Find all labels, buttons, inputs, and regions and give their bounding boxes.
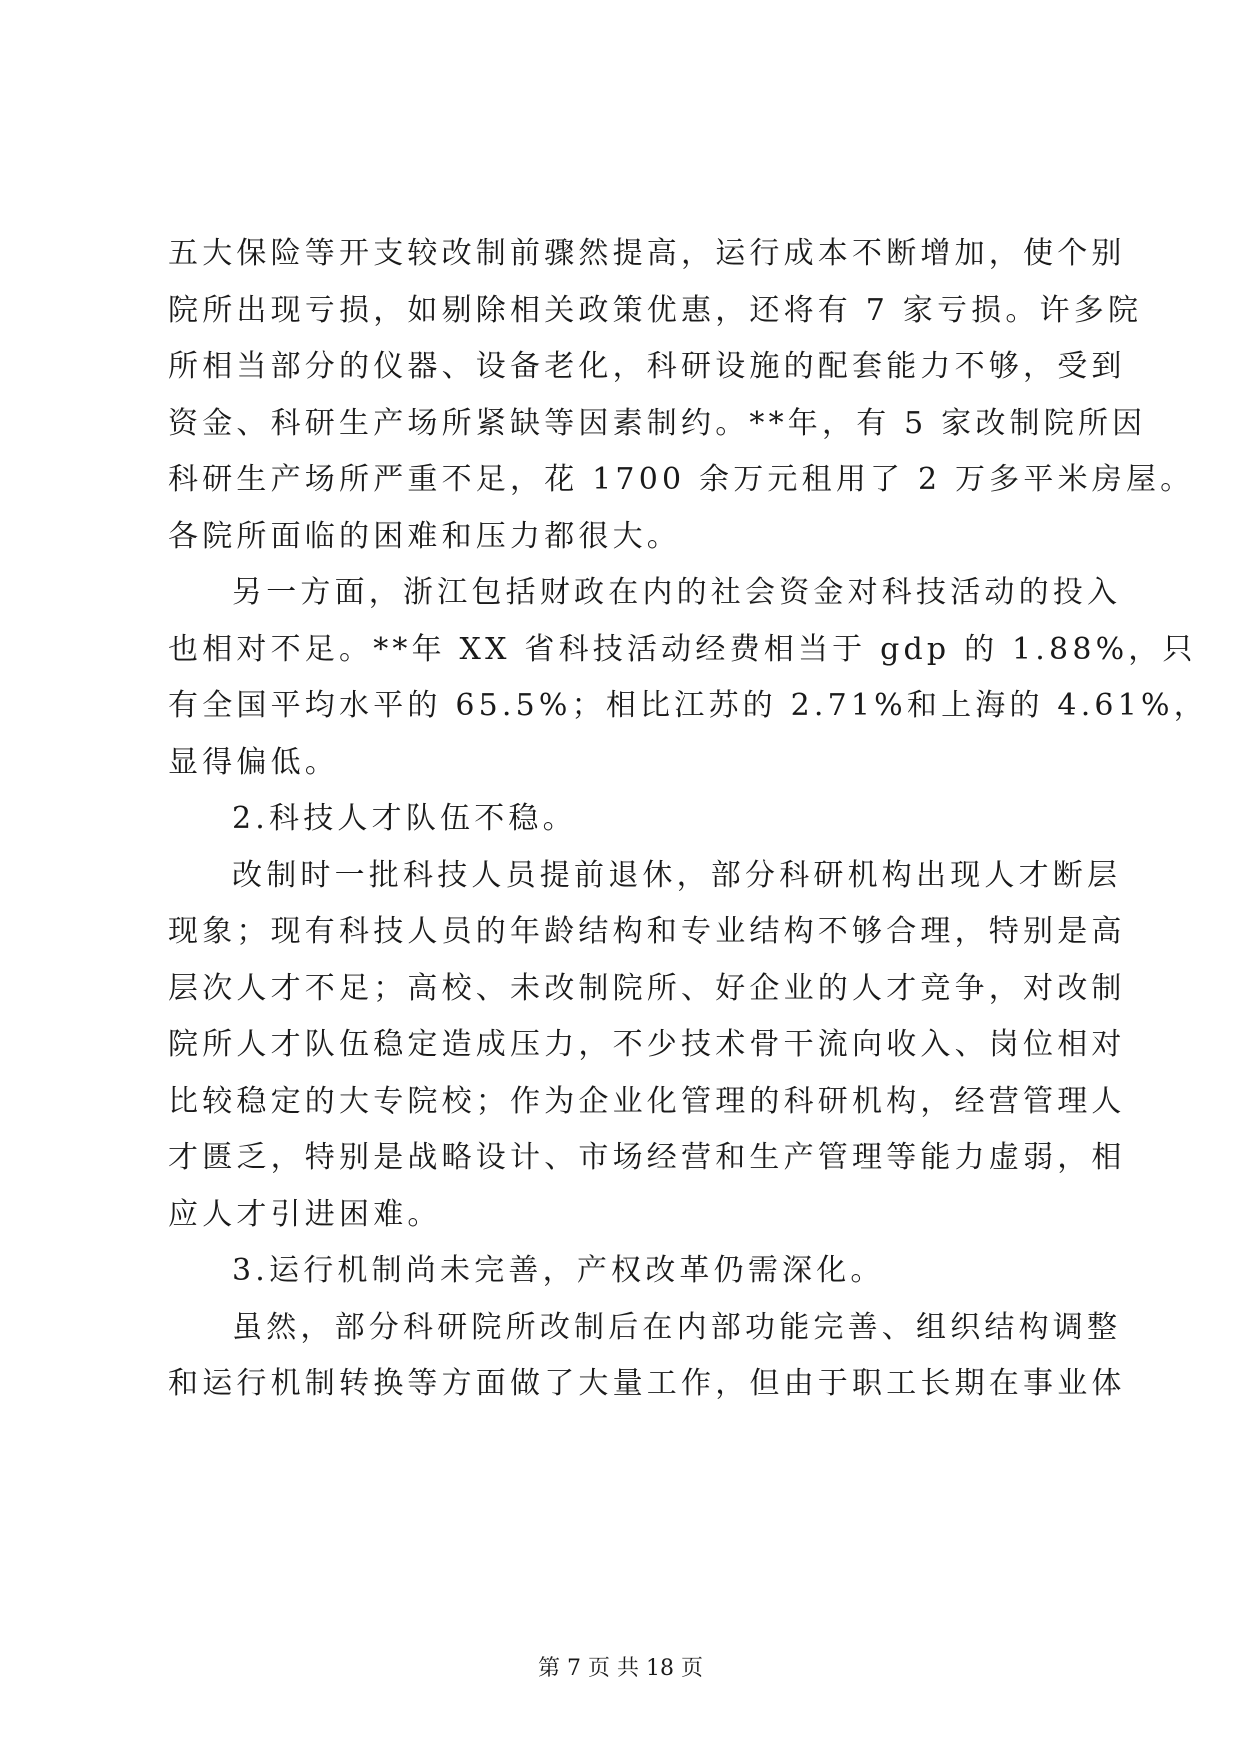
text-line: 资金、科研生产场所紧缺等因素制约。**年，有 5 家改制院所因 <box>168 405 1147 441</box>
text-line: 所相当部分的仪器、设备老化，科研设施的配套能力不够，受到 <box>168 349 1126 384</box>
text-line: 和运行机制转换等方面做了大量工作，但由于职工长期在事业体 <box>168 1366 1126 1401</box>
body-text <box>168 226 1208 1413</box>
text-line: 比较稳定的大专院校；作为企业化管理的科研机构，经营管理人 <box>168 1083 1126 1119</box>
text-line: 层次人才不足；高校、未改制院所、好企业的人才竞争，对改制 <box>168 970 1126 1006</box>
text-line: 科研生产场所严重不足，花 1700 余万元租用了 2 万多平米房屋。 <box>168 462 1195 497</box>
text-line: 现象；现有科技人员的年龄结构和专业结构不够合理，特别是高 <box>168 914 1126 949</box>
text-line: 各院所面临的困难和压力都很大。 <box>168 518 681 554</box>
text-line: 院所出现亏损，如剔除相关政策优惠，还将有 7 家亏损。许多院 <box>168 292 1143 328</box>
text-line: 另一方面，浙江包括财政在内的社会资金对科技活动的投入 <box>232 575 1122 610</box>
text-line: 应人才引进困难。 <box>168 1196 442 1232</box>
text-line: 改制时一批科技人员提前退休，部分科研机构出现人才断层 <box>232 857 1122 893</box>
text-line: 院所人才队伍稳定造成压力，不少技术骨干流向收入、岗位相对 <box>168 1027 1126 1062</box>
text-line: 有全国平均水平的 65.5%；相比江苏的 2.71%和上海的 4.61%， <box>168 688 1208 723</box>
page-number-footer: 第 7 页 共 18 页 <box>538 1656 703 1681</box>
section-heading: 2.科技人才队伍不稳。 <box>232 801 577 836</box>
text-line: 也相对不足。**年 XX 省科技活动经费相当于 gdp 的 1.88%，只 <box>168 631 1197 667</box>
text-line: 虽然，部分科研院所改制后在内部功能完善、组织结构调整 <box>232 1309 1122 1345</box>
text-line: 五大保险等开支较改制前骤然提高，运行成本不断增加，使个别 <box>168 236 1126 271</box>
text-line: 才匮乏，特别是战略设计、市场经营和生产管理等能力虚弱，相 <box>168 1140 1126 1175</box>
text-line: 显得偏低。 <box>168 744 339 780</box>
section-heading: 3.运行机制尚未完善，产权改革仍需深化。 <box>232 1253 885 1288</box>
